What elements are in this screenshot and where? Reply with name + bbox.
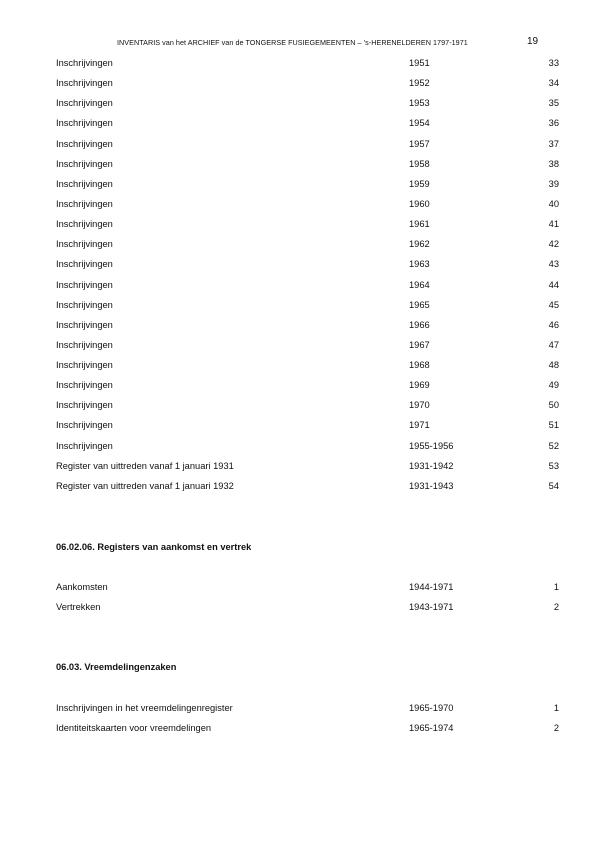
record-date: 1961 xyxy=(409,219,430,229)
inventory-row xyxy=(56,479,559,493)
record-title: Vertrekken xyxy=(56,602,101,612)
record-date: 1931-1942 xyxy=(409,461,454,471)
record-title: Inschrijvingen xyxy=(56,98,113,108)
record-number: 1 xyxy=(553,703,559,713)
record-date: 1969 xyxy=(409,380,430,390)
page-header xyxy=(0,37,595,49)
record-title: Inschrijvingen xyxy=(56,239,113,249)
record-date: 1953 xyxy=(409,98,430,108)
record-date: 1965 xyxy=(409,300,430,310)
inventory-row xyxy=(56,701,559,715)
inventory-row xyxy=(56,298,559,312)
record-date: 1952 xyxy=(409,78,430,88)
section-heading: 06.02.06. Registers van aankomst en vertrek xyxy=(56,542,252,552)
record-number: 48 xyxy=(548,360,559,370)
record-number: 33 xyxy=(548,58,559,68)
record-title: Inschrijvingen xyxy=(56,400,113,410)
record-date: 1960 xyxy=(409,199,430,209)
record-number: 49 xyxy=(548,380,559,390)
record-title: Inschrijvingen xyxy=(56,159,113,169)
inventory-row xyxy=(56,398,559,412)
record-number: 43 xyxy=(548,259,559,269)
inventory-row xyxy=(56,217,559,231)
inventory-row xyxy=(56,96,559,110)
record-title: Inschrijvingen xyxy=(56,320,113,330)
inventory-row xyxy=(56,600,559,614)
record-number: 41 xyxy=(548,219,559,229)
record-date: 1968 xyxy=(409,360,430,370)
record-title: Inschrijvingen xyxy=(56,179,113,189)
record-title: Identiteitskaarten voor vreemdelingen xyxy=(56,723,212,733)
record-date: 1965-1970 xyxy=(409,703,454,713)
record-date: 1931-1943 xyxy=(409,481,454,491)
record-date: 1958 xyxy=(409,159,430,169)
record-number: 40 xyxy=(548,199,559,209)
inventory-row xyxy=(56,459,559,473)
record-title: Inschrijvingen in het vreemdelingenregister xyxy=(56,703,233,713)
record-number: 47 xyxy=(548,340,559,350)
inventory-row xyxy=(56,278,559,292)
record-number: 2 xyxy=(553,602,559,612)
record-date: 1962 xyxy=(409,239,430,249)
record-title: Register van uittreden vanaf 1 januari 1932 xyxy=(56,481,234,491)
inventory-row xyxy=(56,318,559,332)
record-date: 1954 xyxy=(409,118,430,128)
record-number: 51 xyxy=(548,420,559,430)
record-date: 1951 xyxy=(409,58,430,68)
inventory-row xyxy=(56,177,559,191)
record-date: 1965-1974 xyxy=(409,723,454,733)
inventory-row xyxy=(56,580,559,594)
record-number: 2 xyxy=(553,723,559,733)
record-title: Inschrijvingen xyxy=(56,139,113,149)
record-date: 1971 xyxy=(409,420,430,430)
record-date: 1959 xyxy=(409,179,430,189)
record-title: Inschrijvingen xyxy=(56,58,113,68)
record-number: 39 xyxy=(548,179,559,189)
inventory-row xyxy=(56,137,559,151)
record-date: 1970 xyxy=(409,400,430,410)
inventory-row xyxy=(56,378,559,392)
record-title: Inschrijvingen xyxy=(56,420,113,430)
record-title: Inschrijvingen xyxy=(56,441,113,451)
record-title: Inschrijvingen xyxy=(56,340,113,350)
record-title: Aankomsten xyxy=(56,582,108,592)
record-number: 34 xyxy=(548,78,559,88)
page-number: 19 xyxy=(527,36,539,47)
record-title: Inschrijvingen xyxy=(56,280,113,290)
record-number: 52 xyxy=(548,441,559,451)
record-number: 1 xyxy=(553,582,559,592)
inventory-row xyxy=(56,358,559,372)
inventory-row xyxy=(56,338,559,352)
record-number: 53 xyxy=(548,461,559,471)
record-title: Inschrijvingen xyxy=(56,380,113,390)
record-title: Inschrijvingen xyxy=(56,78,113,88)
record-title: Inschrijvingen xyxy=(56,360,113,370)
record-date: 1943-1971 xyxy=(409,602,454,612)
record-number: 36 xyxy=(548,118,559,128)
record-number: 42 xyxy=(548,239,559,249)
record-date: 1944-1971 xyxy=(409,582,454,592)
inventory-row xyxy=(56,237,559,251)
inventory-row xyxy=(56,439,559,453)
inventory-row xyxy=(56,116,559,130)
inventory-row xyxy=(56,197,559,211)
record-number: 45 xyxy=(548,300,559,310)
inventory-row xyxy=(56,721,559,735)
record-title: Inschrijvingen xyxy=(56,259,113,269)
record-date: 1967 xyxy=(409,340,430,350)
record-number: 54 xyxy=(548,481,559,491)
record-number: 35 xyxy=(548,98,559,108)
inventory-row xyxy=(56,418,559,432)
record-title: Inschrijvingen xyxy=(56,199,113,209)
inventory-row xyxy=(56,257,559,271)
record-number: 37 xyxy=(548,139,559,149)
record-date: 1966 xyxy=(409,320,430,330)
inventory-row xyxy=(56,56,559,70)
record-date: 1955-1956 xyxy=(409,441,454,451)
record-number: 46 xyxy=(548,320,559,330)
record-date: 1963 xyxy=(409,259,430,269)
record-number: 50 xyxy=(548,400,559,410)
record-title: Inschrijvingen xyxy=(56,118,113,128)
record-title: Inschrijvingen xyxy=(56,300,113,310)
inventory-row xyxy=(56,76,559,90)
section-heading: 06.03. Vreemdelingenzaken xyxy=(56,662,177,672)
record-number: 38 xyxy=(548,159,559,169)
document-title: INVENTARIS van het ARCHIEF van de TONGERSE FUSIEGEMEENTEN – ’s-HERENELDEREN 1797-1971 xyxy=(117,38,468,47)
record-title: Inschrijvingen xyxy=(56,219,113,229)
record-date: 1964 xyxy=(409,280,430,290)
record-date: 1957 xyxy=(409,139,430,149)
record-number: 44 xyxy=(548,280,559,290)
record-title: Register van uittreden vanaf 1 januari 1931 xyxy=(56,461,234,471)
inventory-row xyxy=(56,157,559,171)
